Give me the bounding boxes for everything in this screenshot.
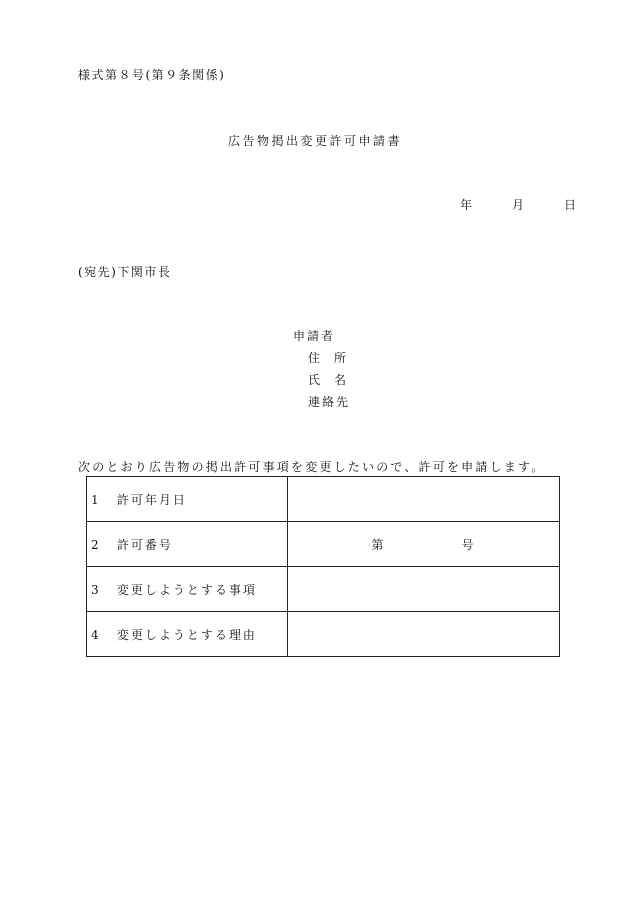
date-day-label: 日 — [563, 198, 578, 212]
row-label: 変更しようとする事項 — [116, 582, 257, 597]
row-number: 3 — [91, 582, 101, 597]
applicant-address-label: 住所 — [308, 351, 361, 365]
applicant-name-label: 氏名 — [308, 373, 361, 387]
row-number: 1 — [91, 492, 101, 507]
row-label: 変更しようとする理由 — [116, 627, 257, 642]
table-row — [87, 567, 560, 612]
row-label-cell — [87, 567, 288, 612]
permit-number-wrap — [288, 536, 559, 553]
permit-number-suffix: 号 — [461, 537, 476, 552]
row-label-cell — [87, 612, 288, 657]
row-label-cell — [87, 522, 288, 567]
applicant-heading: 申請者 — [293, 329, 336, 343]
date-month-label: 月 — [511, 198, 526, 212]
document-title: 広告物掲出変更許可申請書 — [227, 134, 402, 148]
row-number: 2 — [91, 537, 101, 552]
date-year-label: 年 — [459, 198, 474, 212]
table-row — [87, 522, 560, 567]
row-label: 許可番号 — [116, 537, 173, 552]
change-reason-field[interactable] — [288, 612, 560, 657]
permit-date-field[interactable] — [288, 477, 560, 522]
detail-table — [86, 476, 560, 657]
form-number: 様式第８号(第９条関係) — [78, 68, 226, 82]
row-number: 4 — [91, 627, 101, 642]
row-label-cell — [87, 477, 288, 522]
date-line — [460, 196, 578, 213]
applicant-contact-label: 連絡先 — [308, 395, 351, 409]
addressee: (宛先)下関市長 — [78, 265, 172, 279]
table-row — [87, 612, 560, 657]
change-items-field[interactable] — [288, 567, 560, 612]
intro-text: 次のとおり広告物の掲出許可事項を変更したいので、許可を申請します。 — [78, 460, 546, 474]
table-row — [87, 477, 560, 522]
row-label: 許可年月日 — [116, 492, 187, 507]
permit-number-field[interactable] — [288, 522, 560, 567]
permit-number-prefix: 第 — [371, 537, 386, 552]
